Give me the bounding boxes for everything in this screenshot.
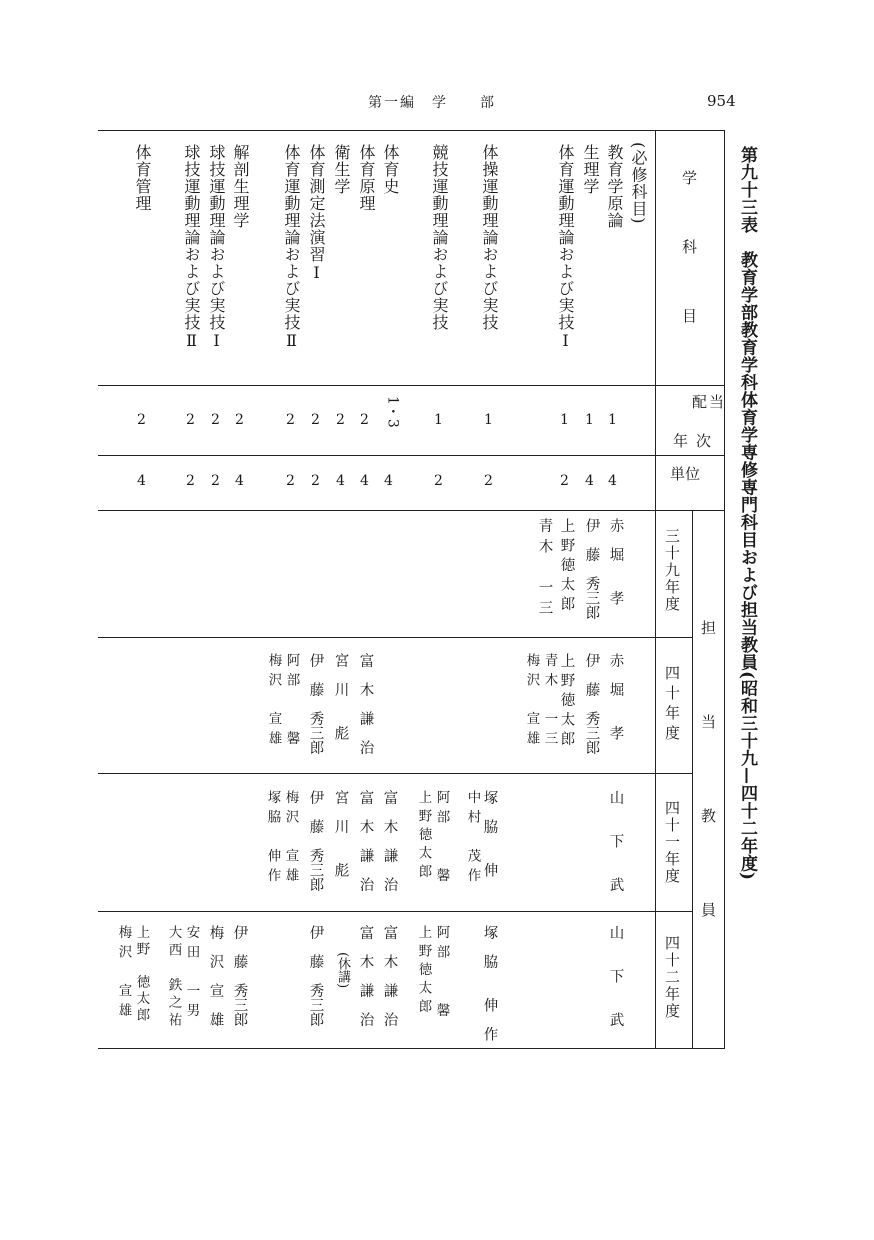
teacher-name: 山 下 武 — [607, 925, 624, 1027]
year-value: 1 — [608, 412, 617, 428]
teacher-name: 阿部 馨 — [433, 925, 450, 1023]
table-bottom-rule — [98, 1048, 724, 1049]
teacher-name: 梅沢 宣雄 — [523, 653, 540, 751]
y40-row-rule — [98, 773, 693, 774]
teacher-name: 梅沢 宣雄 — [115, 925, 132, 1023]
subject-name: 体育運動理論および実技Ⅱ — [282, 144, 301, 351]
units-value: 2 — [186, 473, 195, 489]
units-value: 2 — [560, 473, 569, 489]
units-value: 2 — [211, 473, 220, 489]
teacher-name: 上野徳太郎 — [415, 790, 432, 883]
y41-row-rule — [98, 911, 693, 912]
subject-name: 体育原理 — [357, 144, 376, 212]
year-label-39: 三十九年度 — [663, 528, 681, 613]
teacher-name: 伊 藤 秀三郎 — [307, 653, 324, 755]
running-header: 第一編 学 部 — [368, 95, 496, 111]
teacher-name: 宮 川 彪 — [332, 790, 349, 877]
subject-name: 衛生学 — [332, 144, 351, 195]
year-value: 1 — [560, 412, 569, 428]
units-value: 4 — [235, 473, 244, 489]
year-row-rule — [98, 455, 725, 456]
teacher-name: 富 木 謙 治 — [381, 925, 398, 1027]
year-value: 1 — [434, 412, 443, 428]
year-value: 2 — [235, 412, 244, 428]
units-value: 4 — [384, 473, 393, 489]
teacher-name: 塚 脇 伸 作 — [481, 925, 498, 1041]
teacher-name: 宮 川 彪 — [332, 653, 349, 740]
teacher-name: 安田 一男 — [183, 925, 200, 1023]
teachers-header: 担 当 教 員 — [699, 620, 717, 949]
units-value: 2 — [311, 473, 320, 489]
teacher-name: 富 木 謙 治 — [357, 653, 374, 755]
subject-row-rule — [98, 385, 725, 386]
teacher-name: 上野徳太郎 — [558, 518, 575, 616]
units-row-rule — [98, 510, 725, 511]
year-value: 2 — [186, 412, 195, 428]
subject-name: 体育測定法演習Ⅰ — [307, 144, 326, 283]
teacher-name: 上野徳太郎 — [415, 925, 432, 1018]
subject-name: 体育管理 — [133, 144, 152, 212]
units-value: 4 — [360, 473, 369, 489]
table-right-rule — [724, 130, 725, 1049]
year-value: 1 — [484, 412, 493, 428]
year-label-41: 四十一年度 — [663, 800, 681, 885]
units-value: 4 — [336, 473, 345, 489]
teacher-name: 伊 藤 秀三郎 — [307, 790, 324, 892]
units-value: 4 — [585, 473, 594, 489]
year-value: 2 — [336, 412, 345, 428]
section-label: (必修科目) — [629, 142, 648, 225]
year-value: 2 — [211, 412, 220, 428]
teacher-name: 赤 堀 孝 — [607, 653, 624, 740]
year-header-lower: 年次 — [673, 432, 720, 450]
teacher-name: 伊 藤 秀三郎 — [583, 653, 600, 755]
year-value: 2 — [137, 412, 146, 428]
teacher-name: 富 木 謙 治 — [381, 790, 398, 892]
units-value: 4 — [608, 473, 617, 489]
teacher-name: 伊 藤 秀三郎 — [307, 925, 324, 1027]
year-label-42: 四十二年度 — [663, 935, 681, 1020]
subject-name: 競技運動理論および実技 — [430, 144, 449, 331]
table-title: 第九十三表 教育学部教育学科体育学専修専門科目および担当教員(昭和三十九—四十二年度) — [737, 146, 757, 881]
year-value: 1 — [585, 412, 594, 428]
subject-name: 球技運動理論および実技Ⅰ — [207, 144, 226, 351]
units-value: 2 — [484, 473, 493, 489]
year-value: 2 — [286, 412, 295, 428]
teacher-name: 青木 一三 — [536, 518, 553, 621]
teacher-name: 富 木 謙 治 — [357, 790, 374, 892]
units-header: 単位 — [669, 465, 700, 483]
y39-row-rule — [98, 637, 693, 638]
units-value: 2 — [434, 473, 443, 489]
teacher-name: 阿部 馨 — [433, 790, 450, 888]
teacher-name: 梅沢 宣雄 — [282, 790, 299, 888]
units-value: 4 — [137, 473, 146, 489]
teacher-name: 阿部 馨 — [283, 653, 300, 751]
teacher-name: 赤 堀 孝 — [607, 518, 624, 605]
subject-name: 球技運動理論および実技Ⅱ — [182, 144, 201, 351]
teacher-name: 青木 一三 — [541, 653, 558, 751]
teacher-header-rule — [692, 510, 693, 1049]
subject-name: 体育史 — [381, 144, 400, 195]
teacher-name: 上野 徳太郎 — [133, 925, 150, 1024]
teacher-name: 梅 沢 宣 雄 — [207, 925, 224, 1027]
teacher-name: 中村 茂作 — [464, 790, 481, 888]
year-value: 1・3 — [384, 396, 401, 428]
subject-name: 体育運動理論および実技Ⅰ — [556, 144, 575, 351]
teacher-name: 大西 鉄之祐 — [165, 925, 182, 1030]
subject-name: 解剖生理学 — [231, 144, 250, 229]
subject-name: 教育学原論 — [605, 144, 624, 229]
year-label-40: 四十年度 — [663, 665, 681, 745]
page-number: 954 — [707, 92, 736, 110]
teacher-name: 梅沢 宣雄 — [265, 653, 282, 751]
year-value: 2 — [360, 412, 369, 428]
teacher-name: 塚 脇 伸 — [481, 790, 498, 877]
teacher-name: 山 下 武 — [607, 790, 624, 892]
teacher-note: (休講) — [335, 952, 350, 989]
subject-header: 学 科 目 — [680, 170, 698, 331]
teacher-name: 伊 藤 秀三郎 — [231, 925, 248, 1027]
subject-name: 体操運動理論および実技 — [480, 144, 499, 331]
teacher-name: 伊 藤 秀三郎 — [583, 518, 600, 620]
teacher-name: 上野徳太郎 — [558, 653, 575, 751]
year-value: 2 — [311, 412, 320, 428]
teacher-name: 塚脇 伸作 — [264, 790, 281, 888]
units-value: 2 — [286, 473, 295, 489]
teacher-name: 富 木 謙 治 — [357, 925, 374, 1027]
table-top-rule — [98, 130, 724, 131]
subject-name: 生理学 — [581, 144, 600, 195]
year-header: 配当 — [692, 393, 727, 411]
